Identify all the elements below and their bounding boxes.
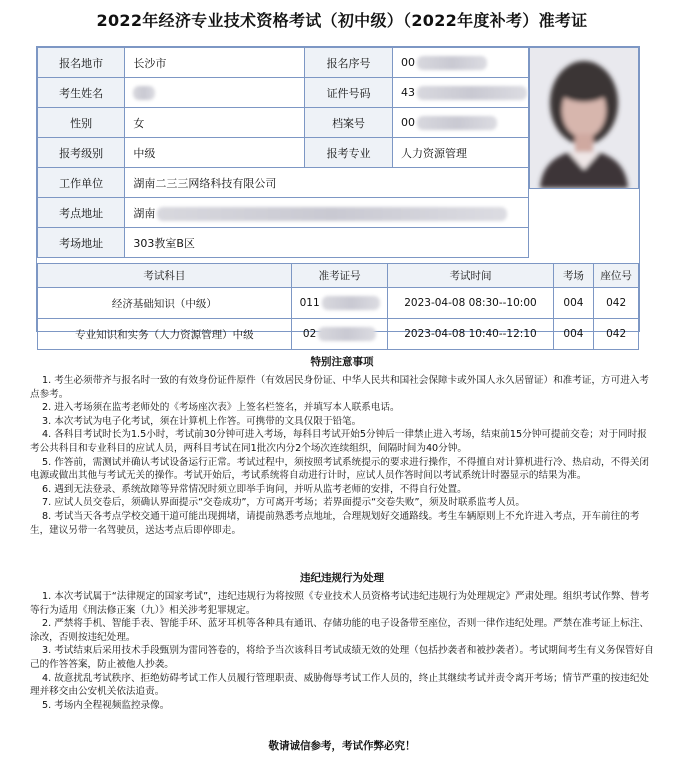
id-label: 证件号码 (305, 78, 393, 108)
header-subject: 考试科目 (38, 264, 292, 288)
work-value: 湖南二三三网络科技有限公司 (125, 168, 529, 198)
name-cell (125, 78, 305, 108)
candidate-photo (529, 47, 639, 189)
row2-time: 2023-04-08 10:40--12:10 (388, 319, 553, 350)
notice-item: 6. 遇到无法登录、系统故障等异常情况时须立即举手询问，并听从监考老师的安排，不得自行处置。 (42, 483, 467, 495)
exam-schedule-table (37, 263, 639, 350)
notice-item: 4. 各科目考试时长为1.5小时，考试前30分钟可进入考场，每科目考试开始5分钟后一律禁止进入考场，结束前15分钟可提前交卷；对于同时报考公共科目和专业科目的应试人员，两科目考试在同1批次内分2个场次连续组织，间隔时间为40分钟。 (30, 429, 647, 454)
row1-ticket-cell (291, 288, 388, 319)
major-label: 报考专业 (305, 138, 393, 168)
row2-ticket: 02 (302, 328, 317, 340)
redaction-blur (133, 86, 155, 100)
integrity-footer: 敬请诚信参考，考试作弊必究！ (268, 740, 416, 752)
header-ticket: 准考证号 (291, 264, 388, 288)
row2-seat: 042 (594, 319, 639, 350)
gender-value: 女 (125, 108, 305, 138)
notice-item: 1. 考生必须带齐与报名时一致的有效身份证件原件（有效居民身份证、中华人民共和国社会保障卡或外国人永久居留证）和准考证，方可进入考点参考。 (30, 375, 650, 400)
file-label: 档案号 (305, 108, 393, 138)
admission-ticket-title: 2022年经济专业技术资格考试（初中级）（2022年度补考）准考证 (96, 11, 588, 30)
row1-seat: 042 (594, 288, 639, 319)
exam-city-label: 报名地市 (38, 48, 125, 78)
file-cell (393, 108, 529, 138)
major-value: 人力资源管理 (393, 138, 529, 168)
work-label: 工作单位 (38, 168, 125, 198)
notice-item: 7. 应试人员交卷后，须确认界面提示“交卷成功”，方可离开考场；若界面提示“交卷失败”，须及时联系监考人员。 (42, 497, 525, 509)
level-label: 报考级别 (38, 138, 125, 168)
header-seat: 座位号 (594, 264, 639, 288)
row2-subject: 专业知识和实务（人力资源管理）中级 (38, 319, 292, 350)
rule-item: 5. 考场内全程视频监控录像。 (42, 699, 170, 711)
room-value: 303教室B区 (125, 228, 529, 258)
id-cell (393, 78, 529, 108)
header-room: 考场 (553, 264, 594, 288)
exam-city-value: 长沙市 (125, 48, 305, 78)
notice-item: 5. 作答前，需测试并确认考试设备运行正常。考试过程中，须按照考试系统提示的要求进行操作，不得擅自对计算机进行冷、热启动，不得关闭电源或做出其他与考试无关的操作。考试开始后，考试系统将自动进行计时，应试人员作答时间以考试系统计时器显示的结果为准。 (30, 456, 650, 482)
notice-title: 特别注意事项 (310, 356, 374, 368)
redaction-blur (322, 296, 380, 310)
id-value: 43 (401, 85, 415, 99)
row1-room: 004 (553, 288, 594, 319)
rules-title: 违纪违规行为处理 (300, 572, 384, 584)
rules-list (30, 590, 656, 712)
row1-subject: 经济基础知识（中级） (38, 288, 292, 319)
rule-item: 2. 严禁将手机、智能手表、智能手环、蓝牙耳机等各种具有通讯、存储功能的电子设备带至座位，否则一律作违纪处理。严禁在准考证上标注、涂改，否则按违纪处理。 (30, 618, 650, 643)
candidate-info-table (37, 47, 529, 258)
redaction-blur (417, 86, 527, 100)
ticket-info-card (36, 46, 640, 341)
redaction-blur (417, 56, 487, 70)
room-label: 考场地址 (38, 228, 125, 258)
header-time: 考试时间 (388, 264, 553, 288)
rule-item: 3. 考试结束后采用技术手段甄别为雷同答卷的，将给予当次该科目考试成绩无效的处理（包括抄袭者和被抄袭者）。考试期间考生有义务保管好自己的作答答案，防止被他人抄袭。 (30, 645, 654, 670)
site-cell (125, 198, 529, 228)
notice-item: 8. 考试当天各考点学校交通干道可能出现拥堵，请提前熟悉考点地址，合理规划好交通路线。考生车辆原则上不允许进入考点，开车前往的考生，建议另带一名驾驶员，送达考点后即停即走。 (30, 510, 640, 536)
redaction-blur (157, 207, 507, 221)
row1-ticket: 011 (299, 297, 320, 309)
notice-item: 3. 本次考试为电子化考试，须在计算机上作答。可携带的文具仅限于铅笔。 (42, 415, 362, 427)
candidate-photo-blurred (530, 48, 638, 188)
row2-room: 004 (553, 319, 594, 350)
site-label: 考点地址 (38, 198, 125, 228)
notice-item: 2. 进入考场须在监考老师处的《考场座次表》上签名栏签名，并填写本人联系电话。 (42, 402, 400, 414)
reg-no-cell (393, 48, 529, 78)
file-value: 00 (401, 115, 415, 129)
rule-item: 4. 故意扰乱考试秩序、拒绝妨碍考试工作人员履行管理职责、威胁侮辱考试工作人员的，终止其继续考试并责令离开考场；情节严重的按违纪处理并移交由公安机关依法追责。 (30, 672, 650, 698)
row1-time: 2023-04-08 08:30--10:00 (388, 288, 553, 319)
reg-no-value: 00 (401, 55, 415, 69)
name-label: 考生姓名 (38, 78, 125, 108)
redaction-blur (318, 327, 376, 341)
gender-label: 性别 (38, 108, 125, 138)
rule-item: 1. 本次考试属于“法律规定的国家考试”，违纪违规行为将按照《专业技术人员资格考试违纪违规行为处理规定》严肃处理。组织考试作弊、替考等行为适用《刑法修正案（九）》相关涉考犯罪规定。 (30, 591, 650, 616)
reg-no-label: 报名序号 (305, 48, 393, 78)
site-value: 湖南 (133, 206, 156, 220)
row2-ticket-cell (291, 319, 388, 350)
notice-list (30, 374, 656, 537)
redaction-blur (417, 116, 497, 130)
level-value: 中级 (125, 138, 305, 168)
